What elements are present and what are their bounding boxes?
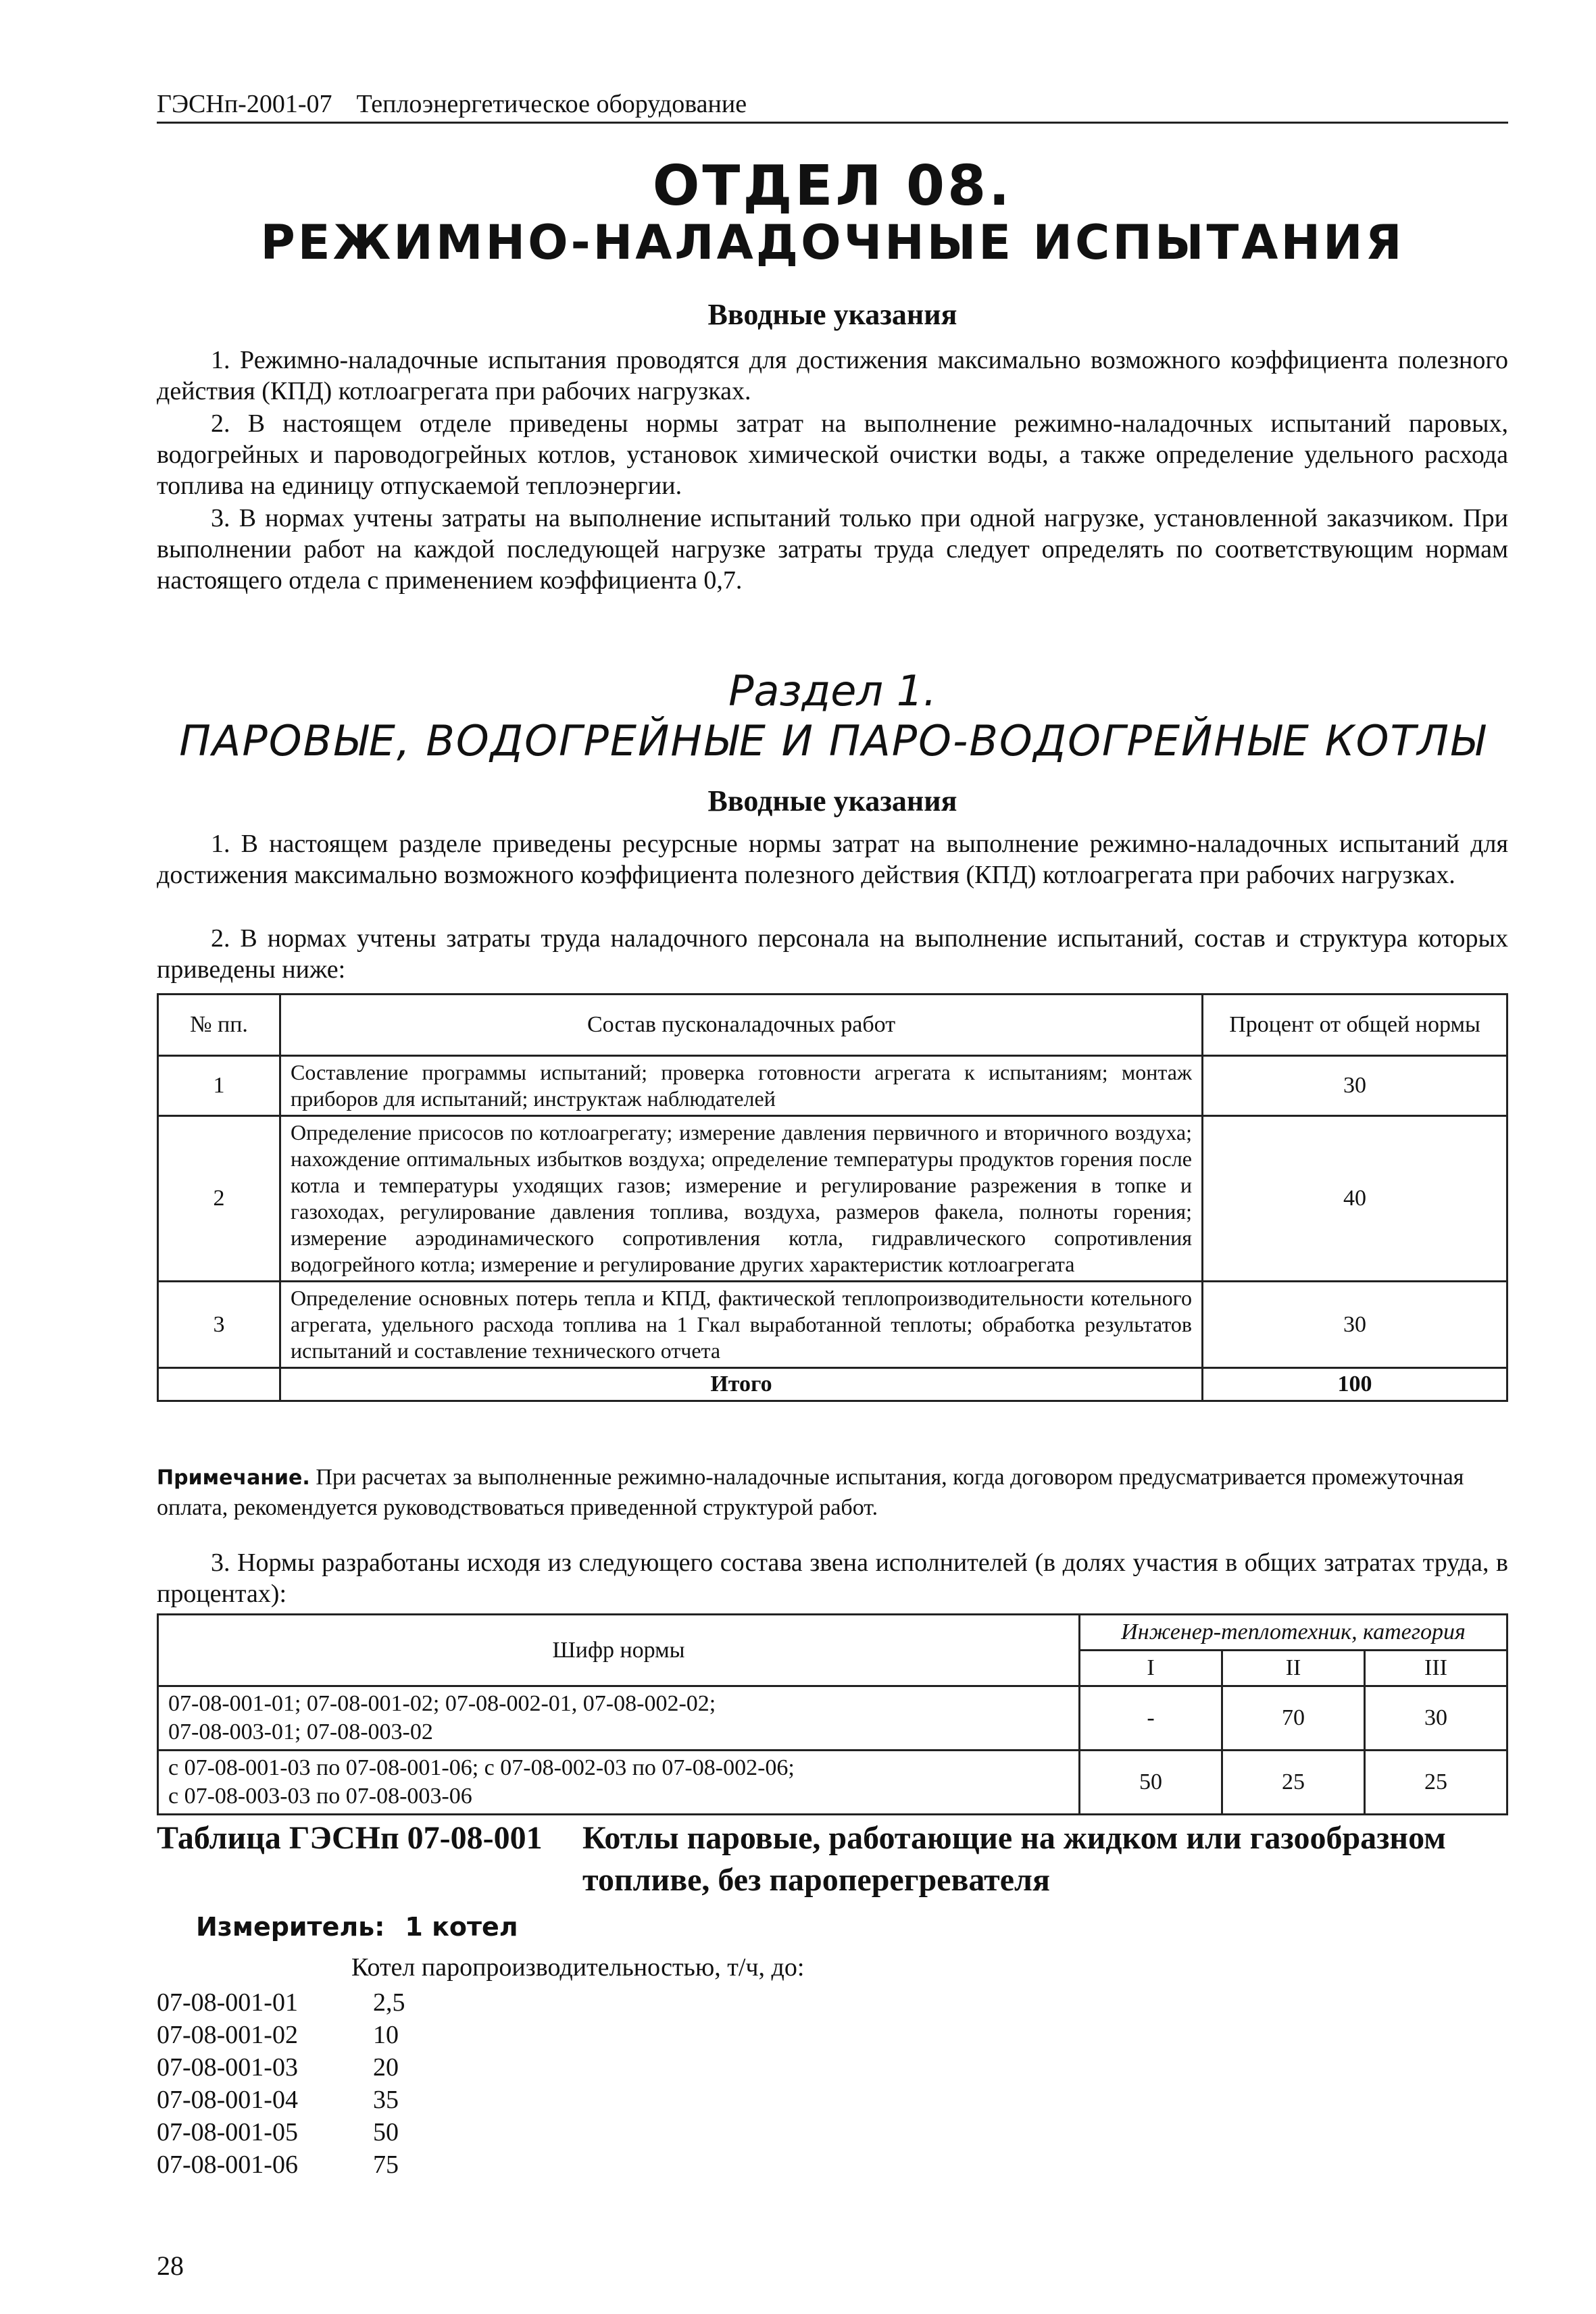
category-header-ii: II	[1222, 1651, 1365, 1686]
department-paragraph-2: 2. В настоящем отделе приведены нормы затрат на выполнение режимно-наладочных испытаний паровых, водогрейных и пароводогрейных котлов, установок химической очистки воды, а также определение удельного расхода топлива на единицу отпускаемой теплоэнергии.	[157, 409, 1508, 500]
norm-table-name: Котлы паровые, работающие на жидком или газообразном топливе, без пароперегревателя	[582, 1820, 1446, 1898]
measure-label: Измеритель:	[196, 1912, 385, 1942]
code-column-header: Шифр нормы	[158, 1615, 1080, 1686]
section-paragraph-1: 1. В настоящем разделе приведены ресурсные нормы затрат на выполнение режимно-наладочных испытаний для достижения максимально возможного коэффициента полезного действия (КПД) котлоагрегата при рабочих нагрузках.	[157, 830, 1508, 889]
table-note	[157, 1463, 1508, 1523]
row-works-text: Составление программы испытаний; проверка готовности агрегата к испытаниям; монтаж приборов для испытаний; инструктаж наблюдателей	[280, 1056, 1203, 1116]
table-header-row	[158, 995, 1507, 1056]
measure-value: 1 котел	[405, 1912, 518, 1942]
category-ii-value: 70	[1222, 1686, 1365, 1751]
total-label: Итого	[280, 1368, 1203, 1401]
list-item: 07-08-001-05 50	[157, 2118, 399, 2146]
table-total-row	[158, 1368, 1507, 1401]
row-works-text: Определение основных потерь тепла и КПД, фактической теплопроизводительности котельного агрегата, удельного расхода топлива на 1 Гкал выработанной теплоты; обработка результатов испытаний и составление технического отчета	[280, 1282, 1203, 1368]
running-header	[157, 89, 1508, 124]
list-item: 07-08-001-06 75	[157, 2150, 399, 2179]
list-item: 07-08-001-01 2,5	[157, 1988, 405, 2017]
category-ii-value: 25	[1222, 1751, 1365, 1815]
row-percent: 30	[1203, 1056, 1507, 1116]
capacity-list	[157, 1986, 405, 2181]
norm-codes-cell: 07-08-001-01; 07-08-001-02; 07-08-002-01, 07-08-002-02; 07-08-003-01; 07-08-003-02	[158, 1686, 1080, 1751]
column-header-percent: Процент от общей нормы	[1203, 995, 1507, 1056]
row-percent: 30	[1203, 1282, 1507, 1368]
table-row	[158, 1116, 1507, 1282]
header-code: ГЭСНп-2001-07	[157, 90, 332, 118]
department-subtitle: РЕЖИМНО-НАЛАДОЧНЫЕ ИСПЫТАНИЯ	[260, 215, 1405, 270]
norm-codes-cell: с 07-08-001-03 по 07-08-001-06; с 07-08-002-03 по 07-08-002-06; с 07-08-003-03 по 07-08-003-06	[158, 1751, 1080, 1815]
norm-table-title	[157, 1817, 1508, 1901]
list-item: 07-08-001-03 20	[157, 2053, 399, 2082]
crew-composition-table	[157, 1613, 1508, 1815]
row-number: 3	[158, 1282, 280, 1368]
section-intro-heading: Вводные указания	[707, 784, 957, 818]
note-label: Примечание.	[157, 1466, 310, 1490]
section-title: ПАРОВЫЕ, ВОДОГРЕЙНЫЕ И ПАРО-ВОДОГРЕЙНЫЕ КОТЛЫ	[179, 716, 1486, 765]
paragraph-3: 3. Нормы разработаны исходя из следующего состава звена исполнителей (в долях участия в общих затратах труда, в процентах):	[157, 1549, 1508, 1608]
department-paragraph-3: 3. В нормах учтены затраты на выполнение испытаний только при одной нагрузке, установленной заказчиком. При выполнении работ на каждой последующей нагрузке затраты труда следует определять по соответствующим нормам настоящего отдела с применением коэффициента 0,7.	[157, 504, 1508, 595]
page-number: 28	[157, 2250, 184, 2281]
category-header-iii: III	[1365, 1651, 1507, 1686]
section-label: Раздел 1.	[728, 666, 937, 715]
capacity-label: Котел паропроизводительностью, т/ч, до:	[351, 1953, 805, 1982]
department-title: ОТДЕЛ 08.	[652, 154, 1013, 218]
column-header-works: Состав пусконаладочных работ	[280, 995, 1203, 1056]
header-title: Теплоэнергетическое оборудование	[356, 90, 747, 118]
works-structure-table	[157, 993, 1508, 1402]
category-iii-value: 30	[1365, 1686, 1507, 1751]
category-i-value: 50	[1080, 1751, 1222, 1815]
category-column-header: Инженер-теплотехник, категория	[1080, 1615, 1507, 1651]
list-item: 07-08-001-02 10	[157, 2021, 399, 2049]
row-number: 2	[158, 1116, 280, 1282]
row-number: 1	[158, 1056, 280, 1116]
table-row	[158, 1056, 1507, 1116]
category-i-value: -	[1080, 1686, 1222, 1751]
table-row	[158, 1282, 1507, 1368]
norm-table-code: Таблица ГЭСНп 07-08-001	[157, 1820, 543, 1856]
section-paragraph-2: 2. В нормах учтены затраты труда наладочного персонала на выполнение испытаний, состав и структура которых приведены ниже:	[157, 924, 1508, 984]
row-percent: 40	[1203, 1116, 1507, 1282]
row-works-text: Определение присосов по котлоагрегату; измерение давления первичного и вторичного воздуха; нахождение оптимальных избытков воздуха; определение температуры продуктов горения после котла и температуры уходящих газов; измерение и регулирование разрежения в топке и газоходах, регулирование давления топлива, воздуха, размеров факела, полноты горения; измерение аэродинамического сопротивления котла, гидравлического сопротивления водогрейного котла; измерение и регулирование других характеристик котлоагрегата	[280, 1116, 1203, 1282]
table-row	[158, 1751, 1507, 1815]
total-value: 100	[1203, 1368, 1507, 1401]
department-paragraph-1: 1. Режимно-наладочные испытания проводятся для достижения максимально возможного коэффициента полезного действия (КПД) котлоагрегата при рабочих нагрузках.	[157, 346, 1508, 405]
table-row	[158, 1686, 1507, 1751]
measure-line	[196, 1912, 518, 1942]
note-text: При расчетах за выполненные режимно-наладочные испытания, когда договором предусматривается промежуточная оплата, рекомендуется руководствоваться приведенной структурой работ.	[157, 1465, 1464, 1520]
department-intro-heading: Вводные указания	[707, 298, 957, 331]
list-item: 07-08-001-04 35	[157, 2086, 399, 2114]
column-header-number: № пп.	[158, 995, 280, 1056]
category-iii-value: 25	[1365, 1751, 1507, 1815]
category-header-i: I	[1080, 1651, 1222, 1686]
